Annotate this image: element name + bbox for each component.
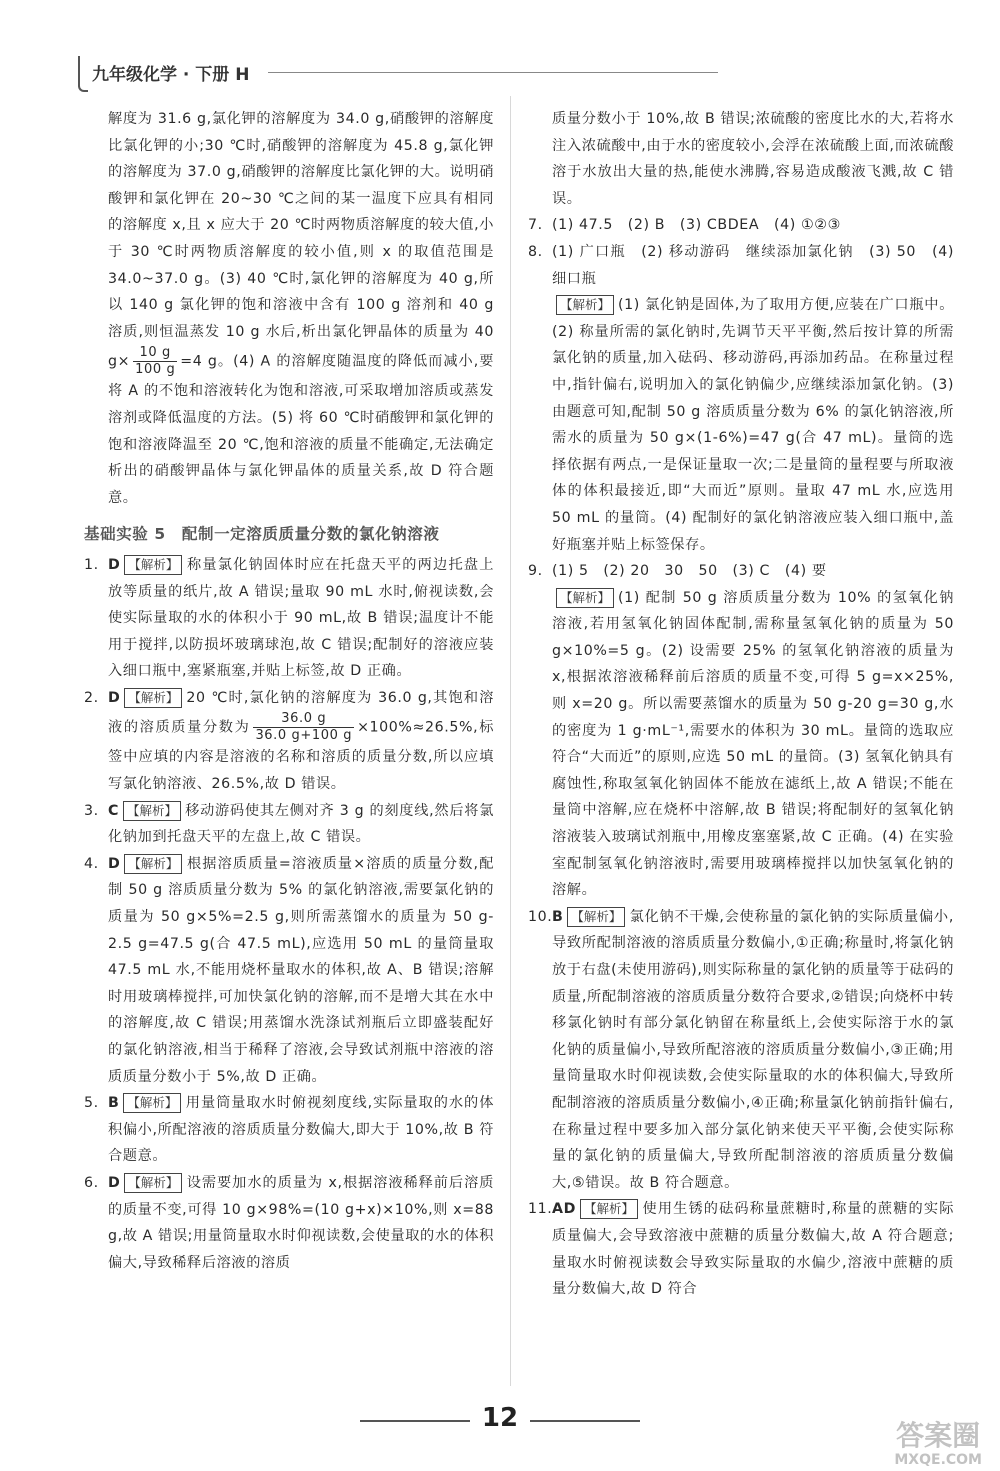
analysis-paragraph: 【解析】 (1) 氯化钠是固体,为了取用方便,应装在广口瓶中。(2) 称量所需的氯化钠时,先调节天平平衡,然后按计算的所需氯化钠的质量,加入砝码、移动游码,再添加药品。在称量过程中,指针偏右,说明加入的氯化钠偏少,应继续添加氯化钠。(3) 由题意可知,配制 50 g 溶质质量分数为 6% 的氯化钠溶液,所需水的质量为 50 g×(1-6%)=47 g(合 47 mL)。量筒的选择依据有两点,一是保证量取一次;二是量筒的量程要与所取液体的体积最接近,即“大而近”原则。量取 47 mL 水,应选用 50 mL 的量筒。(4) 配制好的氯化钠溶液应装入细口瓶中,盖好瓶塞并贴上标签保存。 — [552, 297, 954, 553]
column-divider — [510, 96, 511, 1386]
analysis-tag: 【解析】 — [124, 854, 182, 874]
analysis-tag: 【解析】 — [567, 907, 625, 927]
answer-item: 6. D 【解析】 设需要加水的质量为 x,根据溶液稀释前后溶质的质量不变,可得 10 g×98%=(10 g+x)×10%,则 x=88 g,故 A 错误;用量筒量取水时仰视读数,会使量取的水的体积偏大,导致稀释后溶液的溶质 — [84, 1174, 494, 1271]
continued-paragraph: 解度为 31.6 g,氯化钾的溶解度为 34.0 g,硝酸钾的溶解度比氯化钾的小;30 ℃时,硝酸钾的溶解度为 45.8 g,氯化钾的溶解度为 37.0 g,硝酸钾的溶解度比氯化钾的大。说明硝酸钾和氯化钾在 20~30 ℃之间的某一温度下应具有相同的溶解度 x,且 x 应大于 20 ℃时两物质溶解度的较大值,小于 30 ℃时两物质溶解度的较小值,则 x 的取值范围是 34.0~37.0 g。(3) 40 ℃时,氯化钾的溶解度为 40 g,所以 140 g 氯化钾的饱和溶液中含有 100 g 溶剂和 40 g 溶质,则恒温蒸发 10 g 水后,析出氯化钾晶体的质量为 40 g× $\frac{10 g}{100 g}$ =4 g。(4) A 的溶解度随温度的降低而减小,要将 A 的不饱和溶液转化为饱和溶液,可采取增加溶质或蒸发溶剂或降低温度的方法。(5) 将 60 ℃时硝酸钾和氯化钾的饱和溶液降温至 20 ℃,饱和溶液的质量不能确定,无法确定析出的硝酸钾晶体与氯化钾晶体的质量关系,故 D 符合题意。 — [108, 111, 494, 506]
analysis-tag: 【解析】 — [124, 688, 182, 708]
header-rule — [268, 72, 718, 73]
fraction: $\frac{10 g}{100 g}$ — [135, 345, 176, 378]
analysis-tag: 【解析】 — [580, 1199, 638, 1219]
header-title: 九年级化学 · 下册 H — [92, 65, 250, 85]
analysis-tag: 【解析】 — [123, 801, 181, 821]
answer-item: 1. D 【解析】 称量氯化钠固体时应在托盘天平的两边托盘上放等质量的纸片,故 A 错误;量取 90 mL 水时,俯视读数,会使实际量取的水的体积小于 90 mL,故 B 错误;温度计不能用于搅拌,以防损坏玻璃球泡,故 C 错误;配制好的溶液应装入细口瓶中,塞紧瓶塞,并贴上标签,故 D 正确。 — [84, 556, 494, 680]
answer-item: 8. (1) 广口瓶 (2) 移动游码 继续添加氯化钠 (3) 50 (4) 细口瓶 — [528, 243, 954, 287]
answer-item: 7. (1) 47.5 (2) B (3) CBDEA (4) ①②③ — [528, 217, 841, 234]
analysis-paragraph: 【解析】 (1) 配制 50 g 溶质质量分数为 10% 的氢氧化钠溶液,若用氢氧化钠固体配制,需称量氢氧化钠的质量为 50 g×10%=5 g。(2) 设需要 25% 的氢氧化钠溶液的质量为 x,根据浓溶液稀释前后溶质的质量不变,可得 5 g=x×25%,则 x=20 g。所以需要蒸馏水的质量为 50 g-20 g=30 g,水的密度为 1 g·mL⁻¹,需要水的体积为 30 mL。量筒的选取应符合“大而近”的原则,应选 50 mL 的量筒。(3) 氢氧化钠具有腐蚀性,称取氢氧化钠固体不能放在滤纸上,故 A 错误;不能在量筒中溶解,应在烧杯中溶解,故 B 错误;将配制好的氢氧化钠溶液装入玻璃试剂瓶中,用橡皮塞塞紧,故 C 正确。(4) 在实验室配制氢氧化钠溶液时,需要用玻璃棒搅拌以加快氢氧化钠的溶解。 — [552, 589, 954, 899]
answer-item: 2. D 【解析】 20 ℃时,氯化钠的溶解度为 36.0 g,其饱和溶液的溶质质量分数为 $\frac{36.0 g}{36.0 g+100 g}$ ×100%≈26.5%,标签中应填的内容是溶液的名称和溶质的质量分数,所以应填写氯化钠溶液、26.5%,故 D 错误。 — [84, 689, 495, 793]
analysis-tag: 【解析】 — [124, 555, 182, 575]
right-column — [528, 106, 954, 1303]
answer-item: 4. D 【解析】 根据溶质质量=溶液质量×溶质的质量分数,配制 50 g 溶质质量分数为 5% 的氯化钠溶液,需要氯化钠的质量为 50 g×5%=2.5 g,则所需蒸馏水的质量为 50 g-2.5 g=47.5 g(合 47.5 mL),应选用 50 mL 的量筒量取 47.5 mL 水,不能用烧杯量取水的体积,故 A、B 错误;溶解时用玻璃棒搅拌,可加快氯化钠的溶解,而不是增大其在水中的溶解度,故 C 错误;用蒸馏水洗涤试剂瓶后立即盛装配好的氯化钠溶液,相当于稀释了溶液,会导致试剂瓶中溶液的溶质质量分数小于 5%,故 D 正确。 — [84, 855, 494, 1085]
answer-item: 10. B 【解析】 氯化钠不干燥,会使称量的氯化钠的实际质量偏小,导致所配制溶液的溶质质量分数偏小,①正确;称量时,将氯化钠放于右盘(未使用游码),则实际称量的氯化钠的质量等于砝码的质量,所配制溶液的溶质质量分数符合要求,②错误;向烧杯中转移氯化钠时有部分氯化钠留在称量纸上,会使实际溶于水的氯化钠的质量偏小,导致所配溶液的溶质质量分数偏小,③正确;用量筒量取水时仰视读数,会使实际量取的水的体积偏大,导致所配制溶液的溶质质量分数偏小,④正确;称量氯化钠前指针偏右,在称量过程中要多加入部分氯化钠来使天平平衡,会使实际称量的氯化钠的质量偏大,导致所配制溶液的溶质质量分数偏大,⑤错误。故 B 符合题意。 — [528, 908, 954, 1191]
analysis-tag: 【解析】 — [556, 295, 614, 315]
footer-rule-left — [360, 1420, 470, 1422]
answer-item: 11. AD 【解析】 使用生锈的砝码称量蔗糖时,称量的蔗糖的实际质量偏大,会导致溶液中蔗糖的质量分数偏大,故 A 符合题意;量取水时俯视读数会导致实际量取的水偏少,溶液中蔗糖的质量分数偏大,故 D 符合 — [528, 1201, 954, 1298]
analysis-tag: 【解析】 — [124, 1173, 182, 1193]
left-column — [84, 106, 494, 1276]
answer-item: 3. C 【解析】 移动游码使其左侧对齐 3 g 的刻度线,然后将氯化钠加到托盘天平的左盘上,故 C 错误。 — [84, 802, 494, 846]
answer-item: 9. (1) 5 (2) 20 30 50 (3) C (4) 要 — [528, 563, 827, 580]
page-number: 12 — [481, 1403, 519, 1433]
fraction: $\frac{36.0 g}{36.0 g+100 g}$ — [255, 711, 353, 744]
footer-rule-right — [530, 1420, 640, 1422]
header-bracket — [78, 56, 88, 92]
answer-item: 5. B 【解析】 用量筒量取水时俯视刻度线,实际量取的水的体积偏小,所配溶液的溶质质量分数偏大,即大于 10%,故 B 符合题意。 — [84, 1095, 494, 1165]
analysis-tag: 【解析】 — [123, 1093, 181, 1113]
page-footer — [0, 1400, 1000, 1440]
analysis-tag: 【解析】 — [556, 588, 614, 608]
continued-paragraph: 质量分数小于 10%,故 B 错误;浓硫酸的密度比水的大,若将水注入浓硫酸中,由于水的密度较小,会浮在浓硫酸上面,而浓硫酸溶于水放出大量的热,能使水沸腾,容易造成酸液飞溅,故 C 错误。 — [552, 111, 954, 207]
section-title: 基础实验 5 配制一定溶质质量分数的氯化钠溶液 — [84, 525, 440, 544]
watermark-logo: 答案圈 MXQE.COM — [894, 1419, 982, 1468]
running-header — [78, 56, 658, 90]
